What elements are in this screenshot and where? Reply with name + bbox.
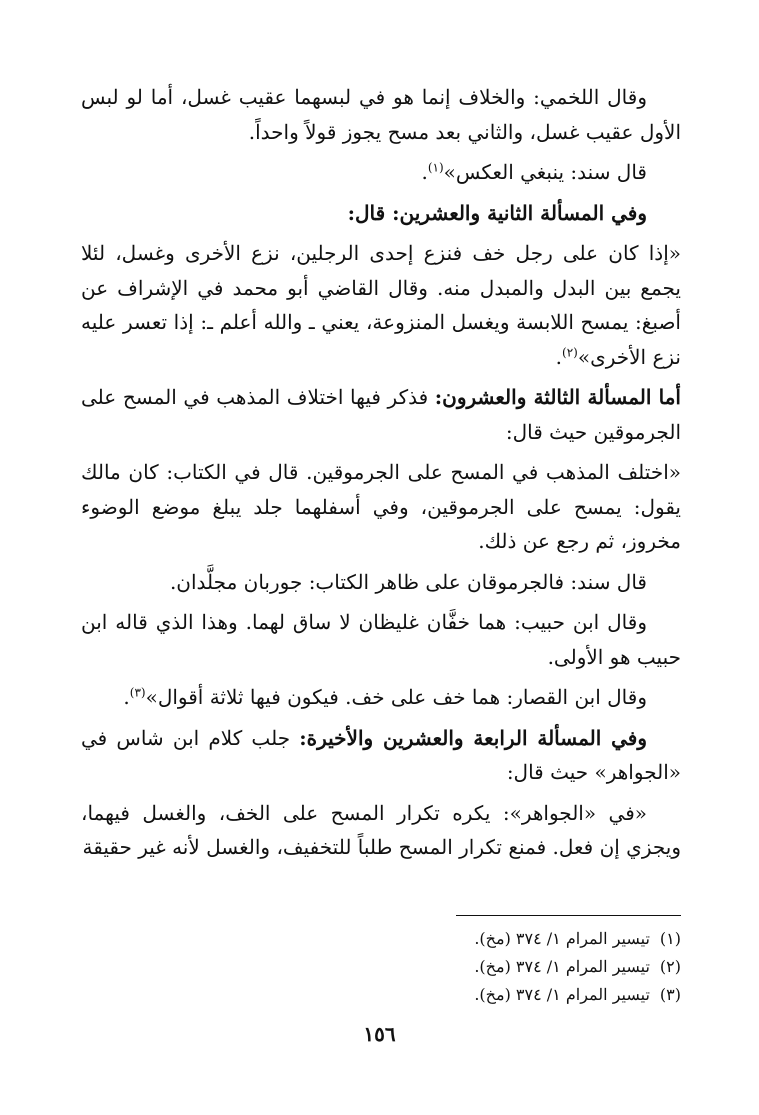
paragraph-text: فذكر فيها اختلاف المذهب في المسح على الجرموقين حيث قال: (81, 385, 681, 444)
paragraph-sanad-jurmuq (81, 565, 681, 600)
footnote-1 (81, 925, 681, 953)
paragraph-tail: . (123, 685, 130, 709)
footnote-number: (٢) (659, 957, 681, 976)
paragraph-text: وقال ابن حبيب: هما خفَّان غليظان لا ساق لهما. وهذا الذي قاله ابن حبيب هو الأولى. (81, 610, 681, 669)
paragraph-tail: . (555, 344, 563, 369)
footnote-number: (٣) (659, 985, 681, 1004)
footnote-text: تيسير المرام ١/ ٣٧٤ (مخ). (474, 929, 650, 948)
issue-heading: وفي المسألة الثانية والعشرين: قال: (347, 200, 647, 225)
issue-heading: أما المسألة الثالثة والعشرون: (434, 385, 681, 409)
footnote-ref-3: (٣) (129, 685, 146, 700)
paragraph-ibn-habib (81, 605, 681, 674)
main-text (81, 80, 681, 871)
paragraph-text: «اختلف المذهب في المسح على الجرموقين. قال في الكتاب: كان مالك يقول: يمسح على الجرموقين، وفي أسفلهما جلد يبلغ موضع الوضوء مخروز، ثم رجع عن ذلك. (81, 460, 682, 553)
footnote-number: (١) (659, 929, 681, 948)
paragraph-sanad-reverse (81, 155, 681, 190)
footnote-2 (81, 953, 681, 981)
paragraph-text: «إذا كان على رجل خف فنزع إحدى الرجلين، نزع الأخرى وغسل، لئلا يجمع بين البدل والمبدل منه. وقال القاضي أبو محمد في الإشراف عن أصبغ: يمسح اللابسة ويغسل المنزوعة، يعني ـ والله أعلم ـ: إذا تعسر عليه نزع الأخرى» (81, 241, 681, 369)
paragraph-tail: . (421, 160, 428, 184)
footnote-text: تيسير المرام ١/ ٣٧٤ (مخ). (474, 957, 650, 976)
footnote-text: تيسير المرام ١/ ٣٧٤ (مخ). (474, 985, 650, 1004)
paragraph-issue-24 (81, 721, 681, 790)
footnote-separator (456, 915, 681, 916)
footnote-ref-2: (٢) (562, 344, 578, 359)
paragraph-text: قال سند: ينبغي العكس» (443, 160, 647, 184)
footnotes (81, 925, 681, 1009)
footnote-ref-1: (١) (427, 160, 444, 175)
paragraph-text: قال سند: فالجرموقان على ظاهر الكتاب: جوربان مجلَّدان. (169, 569, 647, 594)
paragraph-text: وقال ابن القصار: هما خف على خف. فيكون فيها ثلاثة أقوال» (145, 685, 647, 709)
footnote-3 (81, 981, 681, 1009)
paragraph-jurmuqayn-quote (81, 455, 681, 559)
paragraph-jawahir-quote (81, 796, 681, 865)
paragraph-issue-22-heading (81, 196, 681, 231)
issue-heading: وفي المسألة الرابعة والعشرين والأخيرة: (299, 725, 647, 750)
paragraph-text: جلب كلام ابن شاس في «الجواهر» حيث قال: (81, 725, 681, 784)
paragraph-text: وقال اللخمي: والخلاف إنما هو في لبسهما عقيب غسل، أما لو لبس الأول عقيب غسل، والثاني بعد مسح يجوز قولاً واحداً. (81, 85, 681, 144)
paragraph-issue-23 (81, 380, 681, 449)
page-number: ١٥٦ (363, 1022, 396, 1046)
paragraph-text: «في «الجواهر»: يكره تكرار المسح على الخف، والغسل فيهما، ويجزي إن فعل. فمنع تكرار المسح طلباً للتخفيف، والغسل لأنه غير حقيقة (81, 800, 681, 859)
paragraph-ibn-qassar (81, 680, 681, 715)
paragraph-issue-22-quote (81, 236, 681, 374)
paragraph-lakhmi (81, 80, 681, 149)
